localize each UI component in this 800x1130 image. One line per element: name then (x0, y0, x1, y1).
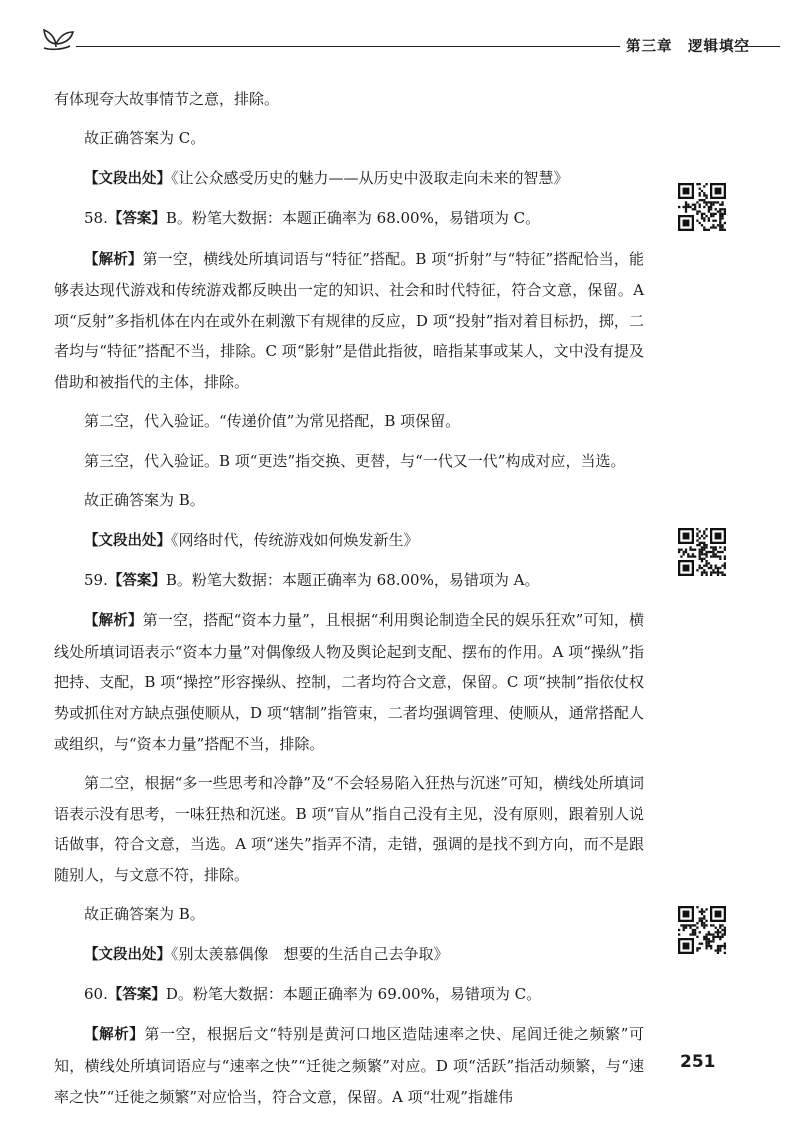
question-number: 58. (84, 209, 108, 228)
paragraph (54, 406, 644, 437)
answer-paragraph (54, 203, 644, 235)
analysis-text: 第一空，横线处所填词语与“特征”搭配。B 项“折射”与“特征”搭配恰当，能够表达现代游戏和传统游戏都反映出一定的知识、社会和时代特征，符合文意，保留。A 项“反射”多指机体在内在或外在刺激下有规律的反应，D 项“投射”指对着目标扔，掷，二者均与“特征”搭配不当，排除。C 项“影射”是借此指彼，暗指某事或某人，文中没有提及借助和被指代的主体，排除。 (54, 249, 645, 391)
source-title: 《别太羡慕偶像 想要的生活自己去争取》 (171, 944, 449, 963)
paragraph-text: 有体现夸大故事情节之意，排除。 (54, 90, 280, 108)
qr-code-icon[interactable] (678, 183, 726, 231)
paragraph (54, 84, 644, 115)
page-header (40, 24, 780, 60)
answer-label: 【答案】 (107, 572, 166, 589)
analysis-paragraph (54, 605, 644, 759)
answer-text: D。粉笔大数据：本题正确率为 69.00%，易错项为 C。 (165, 985, 542, 1003)
paragraph-text: 故正确答案为 C。 (84, 129, 206, 148)
qr-code-icon[interactable] (678, 906, 726, 954)
analysis-text: 第一空，搭配“资本力量”，且根据“利用舆论制造全民的娱乐狂欢”可知，横线处所填词语表示“资本力量”对偶像级人物及舆论起到支配、摆布的作用。A 项“操纵”指把持、支配，B 项“操控”形容操纵、控制，二者均符合文意，保留。C 项“挟制”指依仗权势或抓住对方缺点强使顺从，D 项“辖制”指管束，二者均强调管理、使顺从，通常搭配人或组织，与“资本力量”搭配不当，排除。 (54, 611, 644, 753)
page-content (54, 84, 644, 1121)
source-title: 《网络时代，传统游戏如何焕发新生》 (171, 530, 419, 549)
question-number: 60. (84, 985, 108, 1003)
analysis-paragraph (54, 244, 644, 398)
answer-text: B。粉笔大数据：本题正确率为 68.00%，易错项为 A。 (165, 570, 540, 589)
paragraph (54, 899, 644, 930)
analysis-label: 【解析】 (84, 1027, 145, 1044)
analysis-paragraph (54, 1019, 644, 1112)
paragraph-text: 第二空，代入验证。“传递价值”为常见搭配，B 项保留。 (84, 412, 461, 431)
header-rule-right (734, 46, 780, 47)
paragraph-text: 故正确答案为 B。 (84, 905, 205, 924)
answer-label: 【答案】 (107, 987, 166, 1003)
paragraph-text: 第二空，根据“多一些思考和冷静”及“不会轻易陷入狂热与沉迷”可知，横线处所填词语表示没有思考，一味狂热和沉迷。B 项“盲从”指自己没有主见，没有原则，跟着别人说话做事，符合文意，当选。A 项“迷失”指弄不清，走错，强调的是找不到方向，而不是跟随别人，与文意不符，排除。 (54, 774, 644, 884)
source-paragraph (54, 939, 644, 971)
paragraph (54, 485, 644, 516)
paragraph (54, 123, 644, 154)
analysis-text: 第一空，根据后文“特别是黄河口地区造陆速率之快、尾闾迁徙之频繁”可知，横线处所填词语应与“速率之快”“迁徙之频繁”对应。D 项“活跃”指活动频繁，与“速率之快”“迁徙之频繁”对应恰当，符合文意，保留。A 项“壮观”指雄伟 (54, 1025, 644, 1106)
page-number: 251 (680, 1052, 716, 1072)
sprout-icon (40, 24, 78, 54)
header-rule-left (76, 46, 620, 47)
source-title: 《让公众感受历史的魅力——从历史中汲取走向未来的智慧》 (171, 168, 569, 187)
analysis-label: 【解析】 (84, 251, 143, 268)
answer-paragraph (54, 565, 644, 597)
source-label: 【文段出处】 (84, 946, 171, 963)
answer-text: B。粉笔大数据：本题正确率为 68.00%，易错项为 C。 (165, 209, 541, 228)
source-label: 【文段出处】 (84, 170, 171, 187)
source-label: 【文段出处】 (84, 532, 171, 549)
analysis-label: 【解析】 (84, 613, 143, 630)
question-number: 59. (84, 570, 108, 589)
chapter-title: 第三章 逻辑填空 (626, 39, 750, 55)
paragraph-text: 故正确答案为 B。 (84, 491, 205, 510)
qr-code-icon[interactable] (678, 528, 726, 576)
source-paragraph (54, 163, 644, 195)
answer-label: 【答案】 (107, 211, 166, 228)
answer-paragraph (54, 979, 644, 1011)
paragraph (54, 768, 644, 890)
paragraph-text: 第三空，代入验证。B 项“更迭”指交换、更替，与“一代又一代”构成对应，当选。 (84, 451, 626, 470)
paragraph (54, 446, 644, 477)
source-paragraph (54, 525, 644, 557)
